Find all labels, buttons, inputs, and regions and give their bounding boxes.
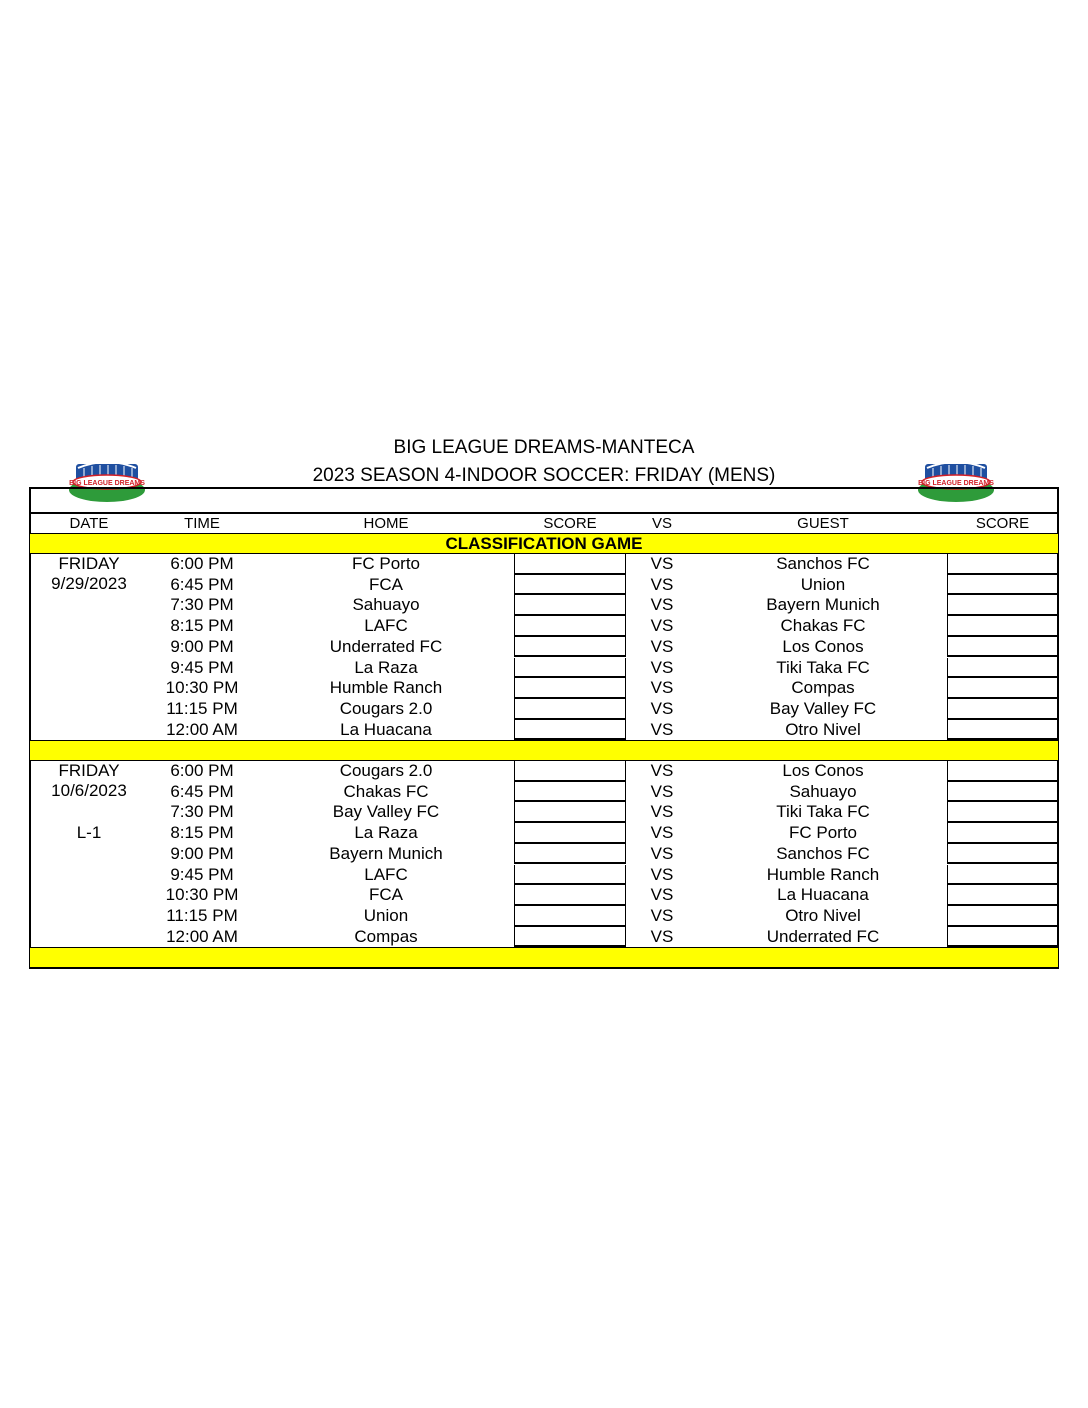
week-2-day: FRIDAY <box>58 761 120 780</box>
col-header-guest: GUEST <box>797 515 849 532</box>
home-team: La Raza <box>354 657 418 677</box>
table-row <box>0 575 1088 596</box>
vs-label: VS <box>650 843 674 863</box>
home-score-field[interactable] <box>514 699 626 720</box>
home-team: FC Porto <box>351 554 421 573</box>
home-score-field[interactable] <box>514 906 626 927</box>
guest-team: Bayern Munich <box>766 595 880 615</box>
home-team: LAFC <box>364 864 408 884</box>
guest-score-field[interactable] <box>947 802 1058 823</box>
guest-score-field[interactable] <box>947 885 1058 906</box>
classification-banner-text: CLASSIFICATION GAME <box>445 534 643 553</box>
game-time: 8:15 PM <box>170 823 234 843</box>
guest-score-field[interactable] <box>947 699 1058 720</box>
table-row <box>0 844 1088 865</box>
guest-team: Tiki Taka FC <box>776 802 870 822</box>
page-title: BIG LEAGUE DREAMS-MANTECA <box>393 437 695 458</box>
home-team: Bay Valley FC <box>332 802 440 822</box>
table-row <box>0 595 1088 616</box>
guest-team: FC Porto <box>788 823 858 843</box>
vs-label: VS <box>650 823 674 843</box>
table-row <box>0 865 1088 886</box>
table-row <box>0 699 1088 720</box>
home-score-field[interactable] <box>514 927 626 948</box>
home-score-field[interactable] <box>514 678 626 699</box>
home-score-field[interactable] <box>514 782 626 803</box>
game-time: 6:45 PM <box>170 781 234 801</box>
svg-text:BIG LEAGUE DREAMS: BIG LEAGUE DREAMS <box>918 480 994 487</box>
guest-score-field[interactable] <box>947 782 1058 803</box>
guest-team: Los Conos <box>782 761 864 780</box>
guest-score-field[interactable] <box>947 658 1058 679</box>
table-row <box>0 761 1088 782</box>
vs-label: VS <box>650 616 674 636</box>
guest-score-field[interactable] <box>947 616 1058 637</box>
home-score-field[interactable] <box>514 885 626 906</box>
vs-label: VS <box>650 554 674 573</box>
home-team: LAFC <box>364 616 408 636</box>
vs-label: VS <box>650 802 674 822</box>
week-1-day: FRIDAY <box>58 554 120 573</box>
home-score-field[interactable] <box>514 720 626 741</box>
guest-score-field[interactable] <box>947 844 1058 865</box>
home-team: Chakas FC <box>343 781 429 801</box>
home-score-field[interactable] <box>514 823 626 844</box>
table-border-top <box>29 487 1059 489</box>
table-row <box>0 927 1088 948</box>
table-row <box>0 678 1088 699</box>
week-1-date: 9/29/2023 <box>51 574 127 593</box>
vs-label: VS <box>650 926 674 946</box>
col-header-vs: VS <box>651 515 672 532</box>
table-row <box>0 906 1088 927</box>
table-row <box>0 823 1088 844</box>
col-header-home: HOME <box>363 515 409 532</box>
guest-team: La Huacana <box>777 885 869 905</box>
home-team: La Raza <box>354 823 418 843</box>
table-row <box>0 885 1088 906</box>
page-subtitle: 2023 SEASON 4-INDOOR SOCCER: FRIDAY (MENS) <box>312 465 776 486</box>
game-time: 11:15 PM <box>166 698 238 718</box>
home-score-field[interactable] <box>514 865 626 886</box>
home-team: Humble Ranch <box>329 678 443 698</box>
vs-label: VS <box>650 885 674 905</box>
vs-label: VS <box>650 636 674 656</box>
guest-team: Sahuayo <box>789 781 857 801</box>
week-2-date: 10/6/2023 <box>51 781 127 800</box>
guest-team: Bay Valley FC <box>769 698 877 718</box>
table-row <box>0 782 1088 803</box>
guest-team: Sanchos FC <box>776 843 870 863</box>
big-league-dreams-logo <box>915 456 997 506</box>
guest-score-field[interactable] <box>947 554 1058 575</box>
table-row <box>0 554 1088 575</box>
guest-team: Underrated FC <box>766 926 880 946</box>
home-score-field[interactable] <box>514 595 626 616</box>
home-score-field[interactable] <box>514 802 626 823</box>
vs-label: VS <box>650 864 674 884</box>
table-row <box>0 637 1088 658</box>
vs-label: VS <box>650 678 674 698</box>
guest-team: Los Conos <box>782 636 864 656</box>
vs-label: VS <box>650 657 674 677</box>
vs-label: VS <box>650 574 674 594</box>
home-score-field[interactable] <box>514 844 626 865</box>
guest-score-field[interactable] <box>947 906 1058 927</box>
table-row <box>0 720 1088 741</box>
guest-team: Compas <box>791 678 855 698</box>
guest-score-field[interactable] <box>947 637 1058 658</box>
guest-score-field[interactable] <box>947 823 1058 844</box>
guest-score-field[interactable] <box>947 927 1058 948</box>
game-time: 9:45 PM <box>170 657 234 677</box>
home-team: Union <box>363 905 409 925</box>
guest-team: Union <box>800 574 846 594</box>
guest-team: Humble Ranch <box>766 864 880 884</box>
home-score-field[interactable] <box>514 761 626 782</box>
guest-team: Otro Nivel <box>785 719 861 739</box>
vs-label: VS <box>650 905 674 925</box>
col-header-guest-score: SCORE <box>975 515 1030 532</box>
home-team: FCA <box>369 885 403 905</box>
vs-label: VS <box>650 595 674 615</box>
game-time: 10:30 PM <box>165 678 239 698</box>
game-time: 12:00 AM <box>166 719 238 739</box>
home-team: Cougars 2.0 <box>339 698 433 718</box>
home-score-field[interactable] <box>514 575 626 596</box>
home-score-field[interactable] <box>514 637 626 658</box>
game-time: 10:30 PM <box>165 885 239 905</box>
week-2-note: L-1 <box>76 823 102 842</box>
home-team: FCA <box>369 574 403 594</box>
vs-label: VS <box>650 761 674 780</box>
game-time: 6:45 PM <box>170 574 234 594</box>
col-header-time: TIME <box>184 515 220 532</box>
guest-score-field[interactable] <box>947 761 1058 782</box>
home-team: La Huacana <box>340 719 432 739</box>
game-time: 7:30 PM <box>170 802 234 822</box>
home-score-field[interactable] <box>514 554 626 575</box>
table-row <box>0 616 1088 637</box>
game-time: 6:00 PM <box>170 554 234 573</box>
week-separator-band <box>30 740 1058 761</box>
guest-team: Tiki Taka FC <box>776 657 870 677</box>
guest-team: Otro Nivel <box>785 905 861 925</box>
vs-label: VS <box>650 719 674 739</box>
svg-text:BIG LEAGUE DREAMS: BIG LEAGUE DREAMS <box>69 480 145 487</box>
footer-band <box>30 947 1058 968</box>
col-header-date: DATE <box>69 515 109 532</box>
home-team: Sahuayo <box>352 595 420 615</box>
home-team: Underrated FC <box>329 636 443 656</box>
game-time: 7:30 PM <box>170 595 234 615</box>
big-league-dreams-logo <box>66 456 148 506</box>
guest-score-field[interactable] <box>947 720 1058 741</box>
game-time: 12:00 AM <box>166 926 238 946</box>
guest-score-field[interactable] <box>947 678 1058 699</box>
classification-banner <box>30 533 1058 554</box>
game-time: 9:45 PM <box>170 864 234 884</box>
home-score-field[interactable] <box>514 658 626 679</box>
guest-score-field[interactable] <box>947 865 1058 886</box>
table-row <box>0 658 1088 679</box>
guest-team: Chakas FC <box>780 616 866 636</box>
game-time: 8:15 PM <box>170 616 234 636</box>
game-time: 9:00 PM <box>170 636 234 656</box>
home-team: Cougars 2.0 <box>339 761 433 780</box>
game-time: 9:00 PM <box>170 843 234 863</box>
home-team: Compas <box>354 926 418 946</box>
home-team: Bayern Munich <box>329 843 443 863</box>
vs-label: VS <box>650 698 674 718</box>
game-time: 6:00 PM <box>170 761 234 780</box>
table-row <box>0 802 1088 823</box>
guest-score-field[interactable] <box>947 595 1058 616</box>
game-time: 11:15 PM <box>166 905 238 925</box>
guest-score-field[interactable] <box>947 575 1058 596</box>
col-header-home-score: SCORE <box>543 515 597 532</box>
vs-label: VS <box>650 781 674 801</box>
guest-team: Sanchos FC <box>776 554 870 573</box>
home-score-field[interactable] <box>514 616 626 637</box>
